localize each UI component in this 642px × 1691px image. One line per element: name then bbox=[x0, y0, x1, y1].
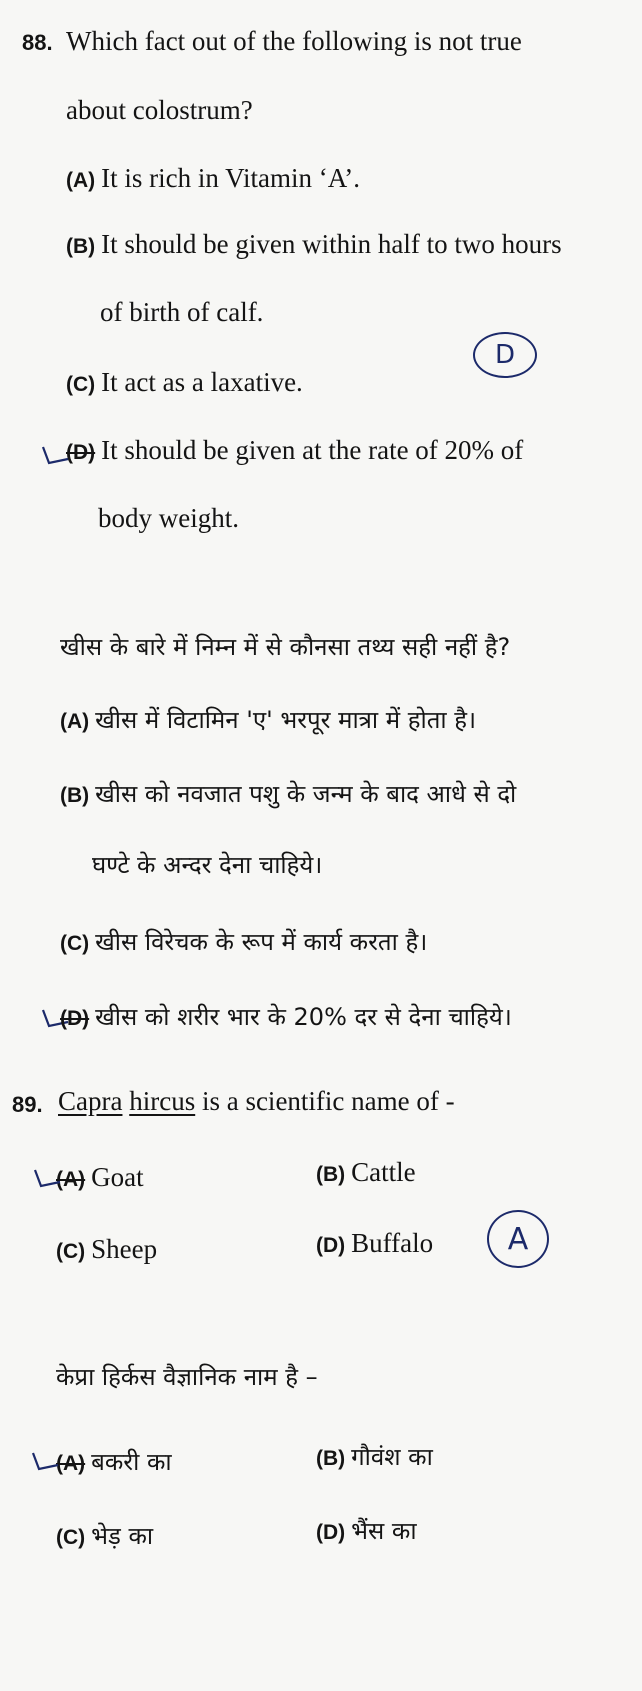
option-label: (A) bbox=[56, 1168, 86, 1191]
q88-option-b-line2: of birth of calf. bbox=[100, 297, 264, 327]
circled-answer-mark: D bbox=[473, 332, 537, 378]
option-label: (C) bbox=[66, 373, 96, 396]
q89-hindi-option-a bbox=[56, 1445, 172, 1478]
question-88-text-line2: about colostrum? bbox=[66, 95, 253, 125]
option-label: (B) bbox=[60, 784, 90, 807]
q89-option-b bbox=[316, 1157, 416, 1188]
option-label: (A) bbox=[66, 169, 96, 192]
option-text: It act as a laxative. bbox=[101, 367, 303, 397]
option-label: (D) bbox=[60, 1007, 90, 1030]
q88-hindi-option-c bbox=[60, 925, 427, 958]
option-text: भेड़ का bbox=[91, 1522, 154, 1550]
scientific-name-genus: Capra bbox=[58, 1086, 123, 1116]
question-89-number: 89. bbox=[12, 1092, 43, 1117]
option-text: It should be given within half to two hours bbox=[101, 229, 562, 259]
option-text: खीस विरेचक के रूप में कार्य करता है। bbox=[95, 928, 428, 956]
q89-hindi-option-c bbox=[56, 1519, 153, 1552]
option-label: (D) bbox=[66, 441, 96, 464]
option-text: बकरी का bbox=[91, 1448, 172, 1476]
option-text: खीस को नवजात पशु के जन्म के बाद आधे से दो bbox=[95, 780, 517, 808]
q88-option-c bbox=[66, 367, 303, 398]
option-text: खीस में विटामिन 'ए' भरपूर मात्रा में होता है। bbox=[95, 706, 477, 734]
tick-mark-icon bbox=[30, 1449, 60, 1475]
option-label: (B) bbox=[316, 1163, 346, 1186]
option-label: (C) bbox=[56, 1240, 86, 1263]
option-label: (A) bbox=[60, 710, 90, 733]
q88-hindi-option-a bbox=[60, 703, 476, 736]
option-label: (A) bbox=[56, 1452, 86, 1475]
option-text: Cattle bbox=[351, 1157, 416, 1187]
option-label: (C) bbox=[56, 1526, 86, 1549]
q89-option-a bbox=[56, 1162, 144, 1193]
q89-option-d bbox=[316, 1228, 433, 1259]
tick-mark-icon bbox=[40, 443, 70, 469]
option-label: (C) bbox=[60, 932, 90, 955]
option-text: गौवंश का bbox=[351, 1443, 433, 1471]
q89-hindi-option-d bbox=[316, 1514, 417, 1547]
question-88-hindi-text: खीस के बारे में निम्न में से कौनसा तथ्य सही नहीं है? bbox=[60, 633, 511, 661]
option-text: It should be given at the rate of 20% of bbox=[101, 435, 524, 465]
q88-hindi-option-b-line2: घण्टे के अन्दर देना चाहिये। bbox=[92, 851, 323, 879]
tick-mark-icon bbox=[32, 1166, 62, 1192]
option-label: (D) bbox=[316, 1521, 346, 1544]
q89-hindi-option-b bbox=[316, 1440, 433, 1473]
question-88-number: 88. bbox=[22, 30, 53, 55]
option-label: (D) bbox=[316, 1234, 346, 1257]
scientific-name-species: hircus bbox=[129, 1086, 196, 1116]
option-label: (B) bbox=[316, 1447, 346, 1470]
q88-option-b bbox=[66, 229, 562, 260]
option-text: खीस को शरीर भार के 20% दर से देना चाहिये। bbox=[95, 1003, 512, 1031]
question-89-text bbox=[58, 1086, 455, 1117]
option-text: भैंस का bbox=[351, 1517, 417, 1545]
option-text: Buffalo bbox=[351, 1228, 434, 1258]
q88-option-d bbox=[66, 435, 523, 466]
option-text: It is rich in Vitamin ‘A’. bbox=[101, 163, 361, 193]
option-text: Sheep bbox=[91, 1234, 158, 1264]
q88-option-a bbox=[66, 163, 360, 194]
option-text: Goat bbox=[91, 1162, 144, 1192]
q89-option-c bbox=[56, 1234, 157, 1265]
q88-option-d-line2: body weight. bbox=[98, 503, 239, 533]
circled-answer-mark: A bbox=[487, 1210, 549, 1268]
q88-hindi-option-d bbox=[60, 1000, 512, 1033]
question-89-hindi-text: केप्रा हिर्कस वैज्ञानिक नाम है – bbox=[56, 1363, 318, 1391]
q88-hindi-option-b bbox=[60, 777, 516, 810]
option-label: (B) bbox=[66, 235, 96, 258]
question-89-rest: is a scientific name of - bbox=[195, 1086, 455, 1116]
question-88-text-line1: Which fact out of the following is not true bbox=[66, 26, 522, 56]
